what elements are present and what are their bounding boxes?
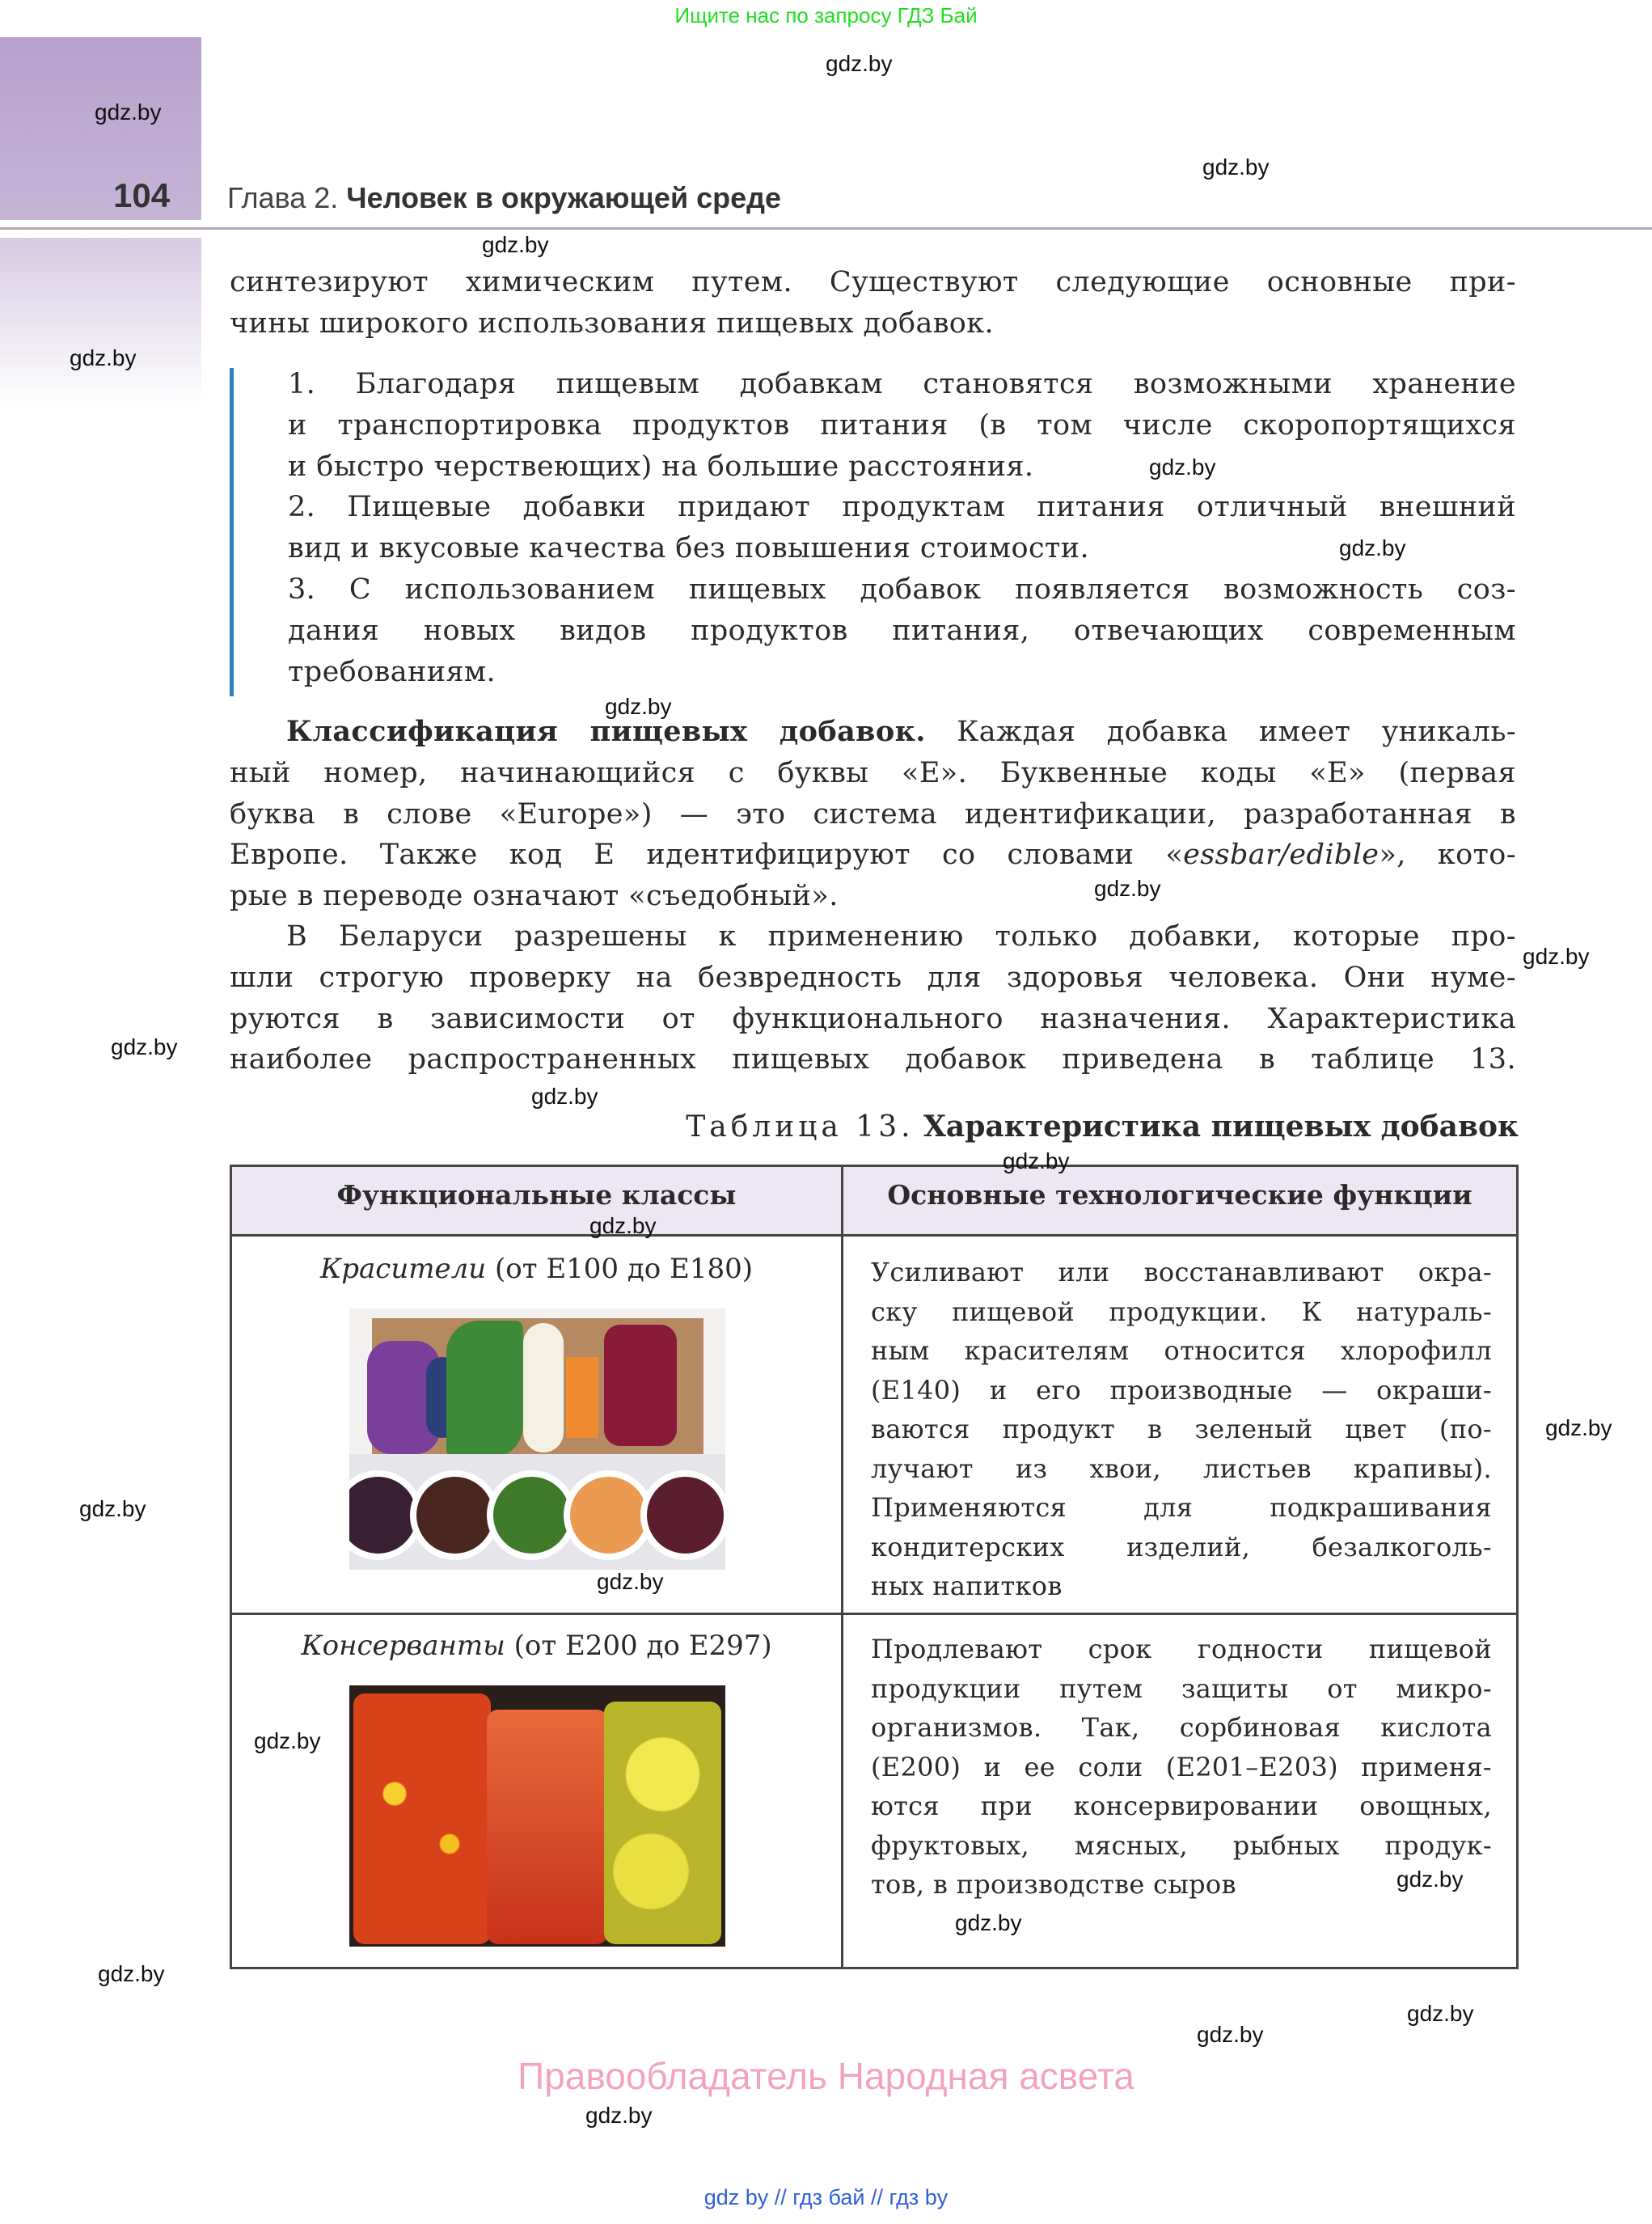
text-line: организмов. Так, сорбиновая кислота	[871, 1712, 1492, 1743]
text-line: фруктовых, мясных, рыбных продук-	[871, 1829, 1492, 1861]
intro-paragraph	[230, 262, 1516, 345]
page-margin-fade	[0, 238, 201, 408]
text-line: ный номер, начинающийся с буквы «Е». Буквенные коды «Е» (первая	[230, 756, 1516, 789]
header-divider	[0, 227, 1652, 230]
watermark-text: gdz.by	[1003, 1148, 1070, 1173]
column-divider	[841, 1167, 843, 1967]
copyright-footer: Правообладатель Народная асвета	[518, 2055, 1134, 2097]
class-range: (от Е200 до Е297)	[505, 1630, 772, 1662]
caption-label: Таблица 13.	[686, 1110, 915, 1144]
row-dyes-description	[871, 1253, 1492, 1606]
watermark-text: gdz.by	[482, 232, 549, 257]
row-preservatives-class	[232, 1630, 841, 1662]
preservatives-photo	[349, 1685, 725, 1947]
additives-table	[230, 1165, 1519, 1969]
text-line: 1. Благодаря пищевым добавкам становятся возможными хранение	[288, 368, 1516, 400]
text-line: шли строгую проверку на безвредность для здоровья человека. Они нуме-	[230, 961, 1516, 994]
text-line: ных напитков	[871, 1571, 1063, 1601]
text-line: ным красителям относится хлорофилл	[871, 1335, 1492, 1366]
watermark-text: gdz.by	[826, 51, 893, 76]
text-line: ются при консервировании овощных,	[871, 1791, 1492, 1821]
text-line: кондитерских изделий, безалкоголь-	[871, 1531, 1492, 1562]
watermark-text: gdz.by	[1396, 1867, 1464, 1892]
text-line: дания новых видов продуктов питания, отвечающих современным	[288, 614, 1516, 647]
watermark-text: gdz.by	[1339, 535, 1406, 560]
text-line: лучают из хвои, листьев крапивы).	[871, 1452, 1492, 1484]
top-search-note: Ищите нас по запросу ГДЗ Бай	[674, 3, 978, 27]
watermark-text: gdz.by	[111, 1034, 178, 1059]
watermark-text: gdz.by	[1407, 2001, 1474, 2026]
text-line: и быстро черствеющих) на большие расстояния.	[288, 450, 1034, 483]
row-divider	[232, 1613, 1516, 1615]
text-line: Применяются для подкрашивания	[871, 1492, 1492, 1523]
text-line: В Беларуси разрешены к применению только добавки, которые про-	[286, 920, 1516, 953]
bold-term: Классификация пищевых добавок.	[286, 715, 926, 748]
chapter-title: Человек в окружающей среде	[346, 181, 781, 214]
watermark-text: gdz.by	[98, 1961, 165, 1986]
watermark-text: gdz.by	[1197, 2022, 1264, 2047]
text-line: 3. С использованием пищевых добавок появляется возможность соз-	[288, 573, 1516, 606]
watermark-text: gdz.by	[1149, 455, 1216, 480]
list-accent-bar	[230, 368, 234, 696]
text-line: наиболее распространенных пищевых добавок приведена в таблице 13.	[230, 1043, 1516, 1076]
watermark-text: gdz.by	[531, 1084, 598, 1109]
watermark-text: gdz.by	[1545, 1415, 1612, 1440]
row-dyes-class	[232, 1253, 841, 1285]
text-line: руются в зависимости от функционального назначения. Характеристика	[230, 1002, 1516, 1035]
page-number: 104	[113, 176, 171, 214]
header-technological-functions: Основные технологические функции	[843, 1167, 1516, 1237]
reasons-list	[288, 364, 1516, 692]
italic-term: essbar/edible	[1183, 839, 1379, 872]
watermark-text: gdz.by	[254, 1728, 321, 1753]
dyes-photo	[349, 1309, 725, 1570]
text-segment: Каждая добавка имеет уникаль-	[925, 716, 1516, 748]
watermark-text: gdz.by	[79, 1496, 146, 1521]
bottom-site-links[interactable]: gdz by // гдз бай // гдз by	[703, 2185, 949, 2209]
page-margin-tab	[0, 37, 201, 220]
chapter-prefix: Глава 2.	[227, 181, 339, 214]
text-line: тов, в производстве сыров	[871, 1869, 1236, 1900]
class-range: (от Е100 до Е180)	[486, 1253, 754, 1285]
watermark-text: gdz.by	[585, 2103, 653, 2128]
class-name: Красители	[319, 1253, 487, 1285]
chapter-heading	[227, 181, 781, 215]
text-line: и транспортировка продуктов питания (в том числе скоропортящихся	[288, 408, 1516, 442]
text-segment: », кото-	[1379, 839, 1516, 872]
caption-title: Характеристика пищевых добавок	[923, 1110, 1519, 1144]
class-name: Консерванты	[301, 1630, 505, 1662]
text-line: ваются продукт в зеленый цвет (по-	[871, 1414, 1492, 1444]
text-line: рые в переводе означают «съедобный».	[230, 880, 839, 913]
table-caption	[686, 1110, 1519, 1144]
text-line: Продлевают срок годности пищевой	[871, 1634, 1492, 1664]
watermark-text: gdz.by	[1523, 944, 1590, 969]
watermark-text: gdz.by	[1202, 154, 1270, 180]
watermark-text: gdz.by	[1094, 876, 1161, 901]
text-line: требованиям.	[288, 655, 496, 688]
watermark-text: gdz.by	[605, 694, 672, 719]
text-line: буква в слове «Europe») — это система идентификации, разработанная в	[230, 797, 1516, 831]
text-line: ску пищевой продукции. К натураль-	[871, 1296, 1492, 1327]
text-line: продукции путем защиты от микро-	[871, 1672, 1492, 1704]
row-preservatives-description	[871, 1630, 1492, 1905]
watermark-text: gdz.by	[70, 345, 137, 370]
text-line	[230, 712, 1516, 753]
text-line: (Е200) и ее соли (Е201–Е203) применя-	[871, 1751, 1492, 1782]
text-line: Усиливают или восстанавливают окра-	[871, 1257, 1492, 1287]
header-functional-classes: Функциональные классы	[232, 1167, 841, 1237]
text-line: чины широкого использования пищевых добавок.	[230, 307, 995, 340]
text-line: синтезируют химическим путем. Существуют следующие основные при-	[230, 266, 1516, 298]
watermark-text: gdz.by	[589, 1213, 657, 1238]
belarus-paragraph	[230, 916, 1516, 1080]
text-line: (Е140) и его производные — окраши-	[871, 1374, 1492, 1406]
text-line: 2. Пищевые добавки придают продуктам питания отличный внешний	[288, 491, 1516, 524]
text-line	[230, 835, 1516, 876]
text-line: вид и вкусовые качества без повышения стоимости.	[288, 532, 1090, 565]
watermark-text: gdz.by	[95, 99, 162, 125]
text-segment: Европе. Также код Е идентифицируют со словами «	[230, 839, 1184, 872]
watermark-text: gdz.by	[597, 1569, 664, 1594]
classification-paragraph	[230, 712, 1516, 917]
watermark-text: gdz.by	[955, 1910, 1022, 1935]
